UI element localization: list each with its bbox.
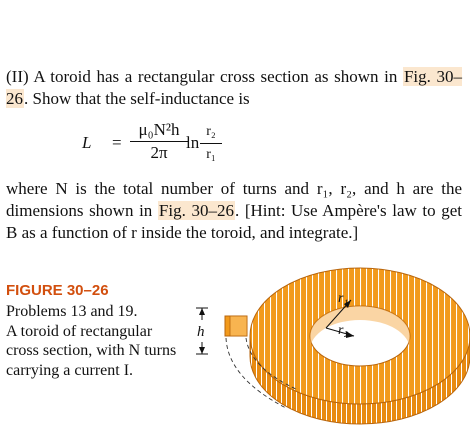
explanation-part-2: . [Hint: Use Ampère's law to get B as a function of r inside the toroid, and integrate.] xyxy=(6,201,462,242)
caption-line-2: A toroid of rectangular cross section, with N turns carrying a current I. xyxy=(6,322,177,379)
figure-caption xyxy=(6,302,186,380)
label-r1: r₁ xyxy=(338,291,349,306)
problem-lead: (II) A toroid has a rectangular cross section as shown in xyxy=(6,67,398,86)
inductance-equation xyxy=(82,120,282,170)
equation-fraction-1 xyxy=(130,120,188,163)
equation-fraction-2 xyxy=(200,122,222,165)
fraction-2-denominator: r₁ xyxy=(206,147,216,162)
figure-reference-link[interactable]: Fig. 30–26 xyxy=(6,67,462,108)
equation-ln: ln xyxy=(186,133,200,152)
fraction-1-bar xyxy=(130,141,188,142)
toroid-figure xyxy=(186,258,470,428)
caption-line-1: Problems 13 and 19. xyxy=(6,303,138,320)
figure-reference-link-2[interactable]: Fig. 30–26 xyxy=(158,201,234,220)
figure-title: FIGURE 30–26 xyxy=(6,282,109,299)
equation-equals: = xyxy=(112,133,122,152)
fraction-1-numerator: μ₀N²h xyxy=(138,120,180,139)
fraction-1-denominator: 2π xyxy=(150,143,168,162)
toroid-top-surface xyxy=(250,268,470,404)
problem-statement xyxy=(6,66,462,110)
label-r2: r₂ xyxy=(338,323,349,338)
equation-lhs: L xyxy=(82,133,92,152)
problem-tail: . Show that the self-inductance is xyxy=(24,89,250,108)
fraction-2-numerator: r₂ xyxy=(206,124,216,139)
label-h: h xyxy=(197,324,205,340)
explanation-part-1: where N is the total number of turns and r₁, r₂, and h are the dimensions shown in xyxy=(6,179,462,220)
fraction-2-bar xyxy=(200,143,222,144)
explanation-paragraph xyxy=(6,178,462,244)
